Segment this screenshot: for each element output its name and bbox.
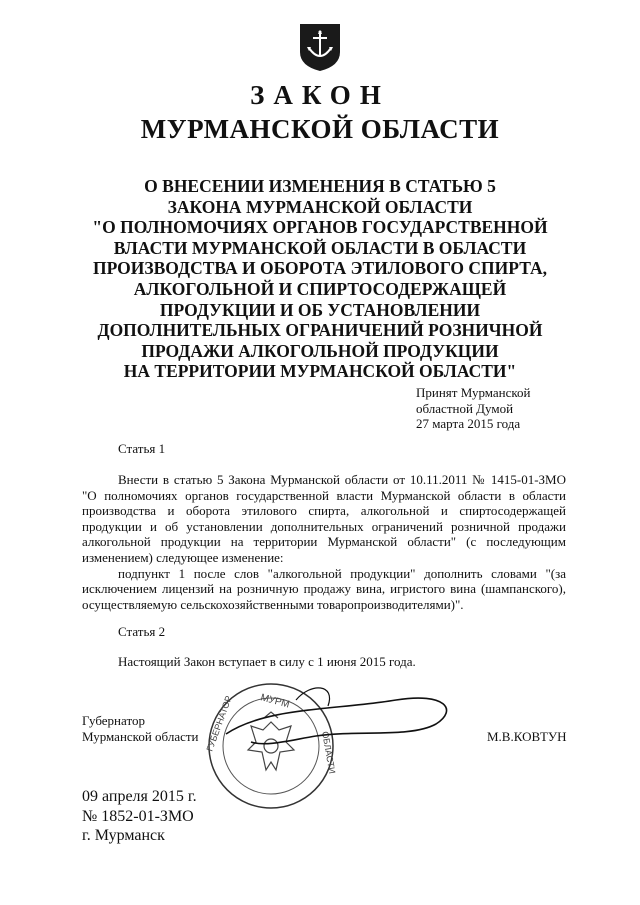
law-registration [82, 787, 197, 846]
governor-name: М.В.КОВТУН [487, 729, 567, 744]
position-line: Мурманской области [82, 728, 199, 744]
law-heading [60, 176, 580, 382]
heading-line: О ВНЕСЕНИИ ИЗМЕНЕНИЯ В СТАТЬЮ 5 [144, 176, 496, 196]
article-1-paragraph: подпункт 1 после слов "алкогольной продукции" дополнить словами "(за исключением лицензий на розничную продажу вина, игристого вина (шампанского), осуществляемую сельскохозяйственными товаропроизводителями)". [82, 565, 566, 612]
article-2-title: Статья 2 [118, 624, 166, 639]
article-1-text [82, 472, 566, 612]
heading-line: ПРОДУКЦИИ И ОБ УСТАНОВЛЕНИИ [159, 299, 481, 320]
article-1-title: Статья 1 [118, 441, 166, 456]
heading-line: ДОПОЛНИТЕЛЬНЫХ ОГРАНИЧЕНИЙ РОЗНИЧНОЙ [97, 320, 543, 341]
heading-line: ПРОДАЖИ АЛКОГОЛЬНОЙ ПРОДУКЦИИ [141, 340, 499, 361]
heading-line: АЛКОГОЛЬНОЙ И СПИРТОСОДЕРЖАЩЕЙ [133, 278, 507, 299]
heading-line: ПРОИЗВОДСТВА И ОБОРОТА ЭТИЛОВОГО СПИРТА, [92, 258, 548, 279]
heading-line: НА ТЕРРИТОРИИ МУРМАНСКОЙ ОБЛАСТИ" [123, 361, 517, 382]
registration-city: г. Мурманск [82, 827, 165, 844]
adoption-date: 27 марта 2015 года [416, 416, 521, 431]
adoption-note [416, 385, 531, 432]
heading-line: ЗАКОНА МУРМАНСКОЙ ОБЛАСТИ [167, 196, 473, 217]
article-1-paragraph: Внести в статью 5 Закона Мурманской области от 10.11.2011 № 1415-01-ЗМО "О полномочиях органов государственной власти Мурманской области в области производства и оборота этилового спирта, алкогольной и спиртосодержащей продукции и об установлении дополнительных ограничений розничной продажи алкогольной продукции на территории Мурманской области" (с последующим изменением) следующее изменение: [82, 472, 566, 565]
law-title: ЗАКОН [250, 80, 390, 110]
seal-text: МУРМ [259, 692, 291, 711]
coat-of-arms-icon [298, 22, 342, 72]
seal-and-signature [196, 672, 466, 812]
law-region-title: МУРМАНСКОЙ ОБЛАСТИ [140, 114, 500, 144]
adoption-line: областной Думой [416, 400, 514, 416]
registration-date: 09 апреля 2015 г. [82, 788, 197, 805]
article-2-text: Настоящий Закон вступает в силу с 1 июня 2015 года. [118, 654, 416, 669]
governor-position [82, 713, 199, 744]
position-line: Губернатор [82, 713, 145, 728]
adoption-line: Принят Мурманской [416, 385, 531, 400]
seal-text: ГУБЕРНАТОР [204, 694, 234, 753]
registration-number: № 1852-01-ЗМО [82, 807, 194, 825]
seal-text: ОБЛАСТИ [320, 730, 338, 775]
heading-line: "О ПОЛНОМОЧИЯХ ОРГАНОВ ГОСУДАРСТВЕННОЙ [92, 217, 548, 238]
heading-line: ВЛАСТИ МУРМАНСКОЙ ОБЛАСТИ В ОБЛАСТИ [113, 237, 527, 258]
